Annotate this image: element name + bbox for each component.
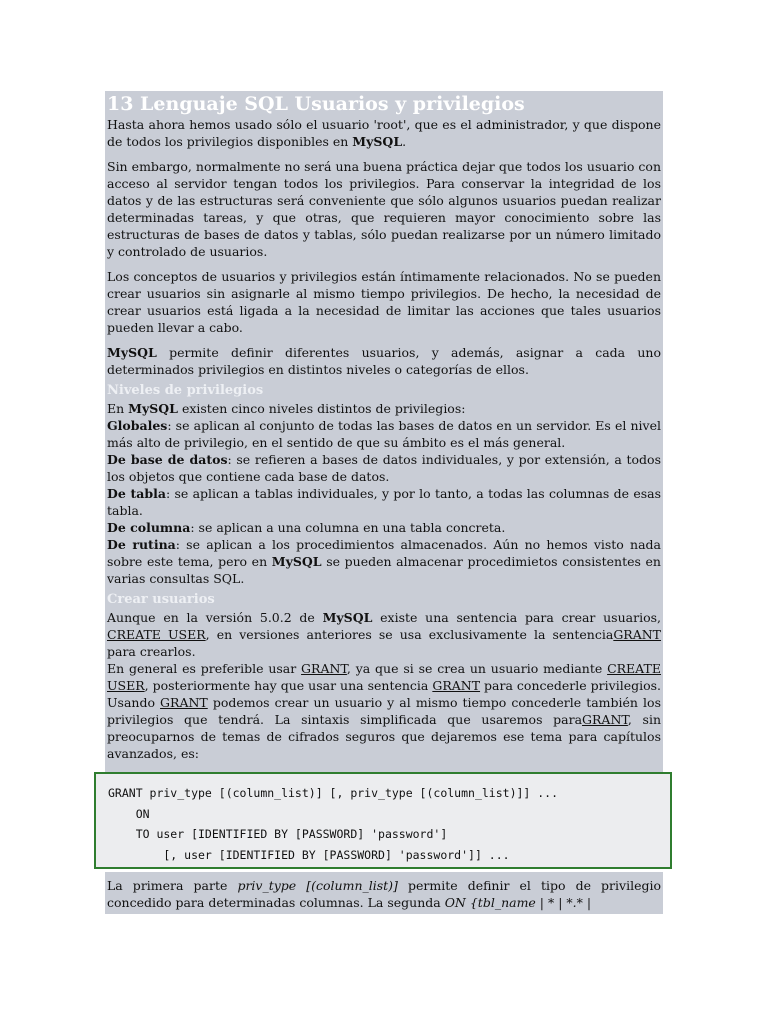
grant-link[interactable]: GRANT <box>160 695 208 710</box>
grant-link[interactable]: GRANT <box>432 678 481 693</box>
create-user-link[interactable]: CREATE USER <box>107 661 661 693</box>
grant-syntax-code: GRANT priv_type [(column_list)] [, priv_type [(column_list)]] ... ON TO user [IDENTIFIED BY [PASSWORD] 'password'] [, user [IDENTIFIED BY [PASSWORD] 'password']] ... <box>108 786 559 862</box>
intro-paragraph-3: Los conceptos de usuarios y privilegios están íntimamente relacionados. No se pueden crear usuarios sin asignarle al mismo tiempo privilegios. De hecho, la necesidad de crear usuarios está ligada a la necesidad de limitar las acciones que tales usuarios pueden llevar a cabo. <box>107 269 661 335</box>
grant-link[interactable]: GRANT <box>582 712 628 727</box>
nivel-base-de-datos: De base de datos: se refieren a bases de datos individuales, y por extensión, a todos los objetos que contiene cada base de datos. <box>107 452 661 484</box>
footer-paragraph: La primera parte priv_type [(column_list)] permite definir el tipo de privilegio concedido para determinadas columnas. La segunda ON {tbl_name | * | *.* | <box>107 878 661 910</box>
document-body-continued <box>107 877 661 911</box>
create-user-link[interactable]: CREATE USER <box>107 627 206 642</box>
page-title: 13 Lenguaje SQL Usuarios y privilegios <box>107 93 525 115</box>
nivel-rutina: De rutina: se aplican a los procedimientos almacenados. Aún no hemos visto nada sobre este tema, pero en MySQL se pueden almacenar procedimietos consistentes en varias consultas SQL. <box>107 537 661 586</box>
crear-paragraph-1: Aunque en la versión 5.0.2 de MySQL existe una sentencia para crear usuarios, CREATE USER, en versiones anteriores se usa exclusivamente la sentenciaGRANT para crearlos. <box>107 610 662 659</box>
nivel-columna: De columna: se aplican a una columna en una tabla concreta. <box>107 520 506 535</box>
intro-paragraph-1: Hasta ahora hemos usado sólo el usuario 'root', que es el administrador, y que dispone de todos los privilegios disponibles en MySQL. <box>107 117 661 149</box>
section-heading-niveles: Niveles de privilegios <box>107 383 264 398</box>
intro-paragraph-2: Sin embargo, normalmente no será una buena práctica dejar que todos los usuario con acceso al servidor tengan todos los privilegios. Para conservar la integridad de los datos y de las estructuras será conveniente que sólo algunos usuarios puedan realizar determinadas tareas, y que otras, que requieren mayor conocimiento sobre las estructuras de bases de datos y tablas, sólo puedan realizarse por un número limitado y controlado de usuarios. <box>107 159 661 259</box>
grant-link[interactable]: GRANT <box>301 661 347 676</box>
section-heading-crear: Crear usuarios <box>107 592 215 607</box>
document-body <box>107 92 661 762</box>
nivel-tabla: De tabla: se aplican a tablas individuales, y por lo tanto, a todas las columnas de esas tabla. <box>107 486 661 518</box>
nivel-globales: Globales: se aplican al conjunto de todas las bases de datos en un servidor. Es el nivel más alto de privilegio, en el sentido de que su ámbito es el más general. <box>107 418 661 450</box>
intro-paragraph-4: MySQL permite definir diferentes usuarios, y además, asignar a cada uno determinados privilegios en distintos niveles o categorías de ellos. <box>107 345 661 377</box>
niveles-lead: En MySQL existen cinco niveles distintos de privilegios: <box>107 401 466 416</box>
crear-paragraph-2: En general es preferible usar GRANT, ya que si se crea un usuario mediante CREATE USER, posteriormente hay que usar una sentencia GRANT para concederle privilegios. Usando GRANT podemos crear un usuario y al mismo tiempo concederle también los privilegios que tendrá. La sintaxis simplificada que usaremos paraGRANT, sin preocuparnos de temas de cifrados seguros que dejaremos ese tema para capítulos avanzados, es: <box>107 661 662 761</box>
code-block <box>94 772 672 869</box>
grant-link[interactable]: GRANT <box>613 627 662 642</box>
